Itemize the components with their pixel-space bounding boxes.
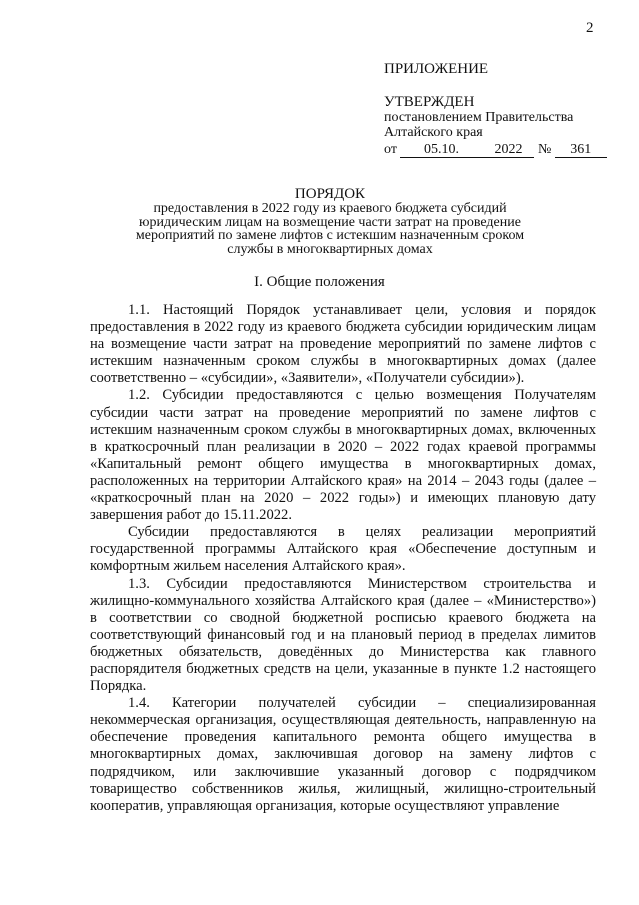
approval-line-2: Алтайского края <box>384 125 483 140</box>
paragraph-1-1: 1.1. Настоящий Порядок устанавливает цели, условия и порядок предоставления в 2022 году из краевого бюджета субсидии юридическим лицам на возмещение части затрат на проведение мероприятий по замене лифтов с истекшим назначенным сроком службы в многоквартирных домах (далее соответственно – «субсидии», «Заявители», «Получатели субсидии»). <box>90 302 596 387</box>
appendix-label: ПРИЛОЖЕНИЕ <box>384 61 489 77</box>
approval-year: 2022 <box>482 142 534 158</box>
number-sign: № <box>537 142 552 157</box>
approval-number: 361 <box>555 142 607 158</box>
from-label: от <box>384 142 397 157</box>
title-line: службы в многоквартирных домах <box>227 241 433 257</box>
title-line: предоставления в 2022 году из краевого бюджета субсидий <box>153 201 507 216</box>
paragraph-1-2: 1.2. Субсидии предоставляются с целью возмещения Получателям субсидии части затрат на проведение мероприятий по замене лифтов с истекшим назначенным сроком службы в многоквартирных домах, включенных в краткосрочный план реализации в 2020 – 2022 годах краевой программы «Капитальный ремонт общего имущества в многоквартирных домах, расположенных на территории Алтайского края» на 2014 – 2043 годы (далее – «краткосрочный план на 2020 – 2022 годы») и имеющих плановую дату завершения работ до 15.11.2022. <box>90 387 596 524</box>
document-title <box>130 186 530 256</box>
title-line: юридическим лицам на возмещение части затрат на проведение <box>139 214 521 230</box>
document-body <box>90 302 596 815</box>
title-heading: ПОРЯДОК <box>294 186 366 202</box>
paragraph-1-4: 1.4. Категории получателей субсидии – специализированная некоммерческая организация, осуществляющая деятельность, направленную на обеспечение проведения капитального ремонта общего имущества в многоквартирных домах, заключившая договор на замену лифтов с подрядчиком, или заключившие указанный договор с подрядчиком товарищество собственников жилья, жилищный, жилищно-строительный кооператив, управляющая организация, которые осуществляют управление <box>90 695 596 814</box>
approval-block <box>384 62 624 158</box>
approved-label: УТВЕРЖДЕН <box>384 94 475 110</box>
paragraph-1-2-cont: Субсидии предоставляются в целях реализации мероприятий государственной программы Алтайского края «Обеспечение доступным и комфортным жильем населения Алтайского края». <box>90 524 596 575</box>
approval-date: 05.10. <box>400 142 482 158</box>
approval-date-line <box>384 142 624 158</box>
section-title: I. Общие положения <box>254 274 385 290</box>
title-line: мероприятий по замене лифтов с истекшим назначенным сроком <box>135 228 525 243</box>
approval-line-1: постановлением Правительства <box>384 110 574 125</box>
page-number: 2 <box>586 20 594 36</box>
paragraph-1-3: 1.3. Субсидии предоставляются Министерством строительства и жилищно-коммунального хозяйства Алтайского края (далее – «Министерство») в соответствии со сводной бюджетной росписью краевого бюджета на соответствующий финансовый год и на плановый период в пределах лимитов бюджетных обязательств, доведённых до Министерства как главного распорядителя бюджетных средств на цели, указанные в пункте 1.2 настоящего Порядка. <box>90 575 596 695</box>
